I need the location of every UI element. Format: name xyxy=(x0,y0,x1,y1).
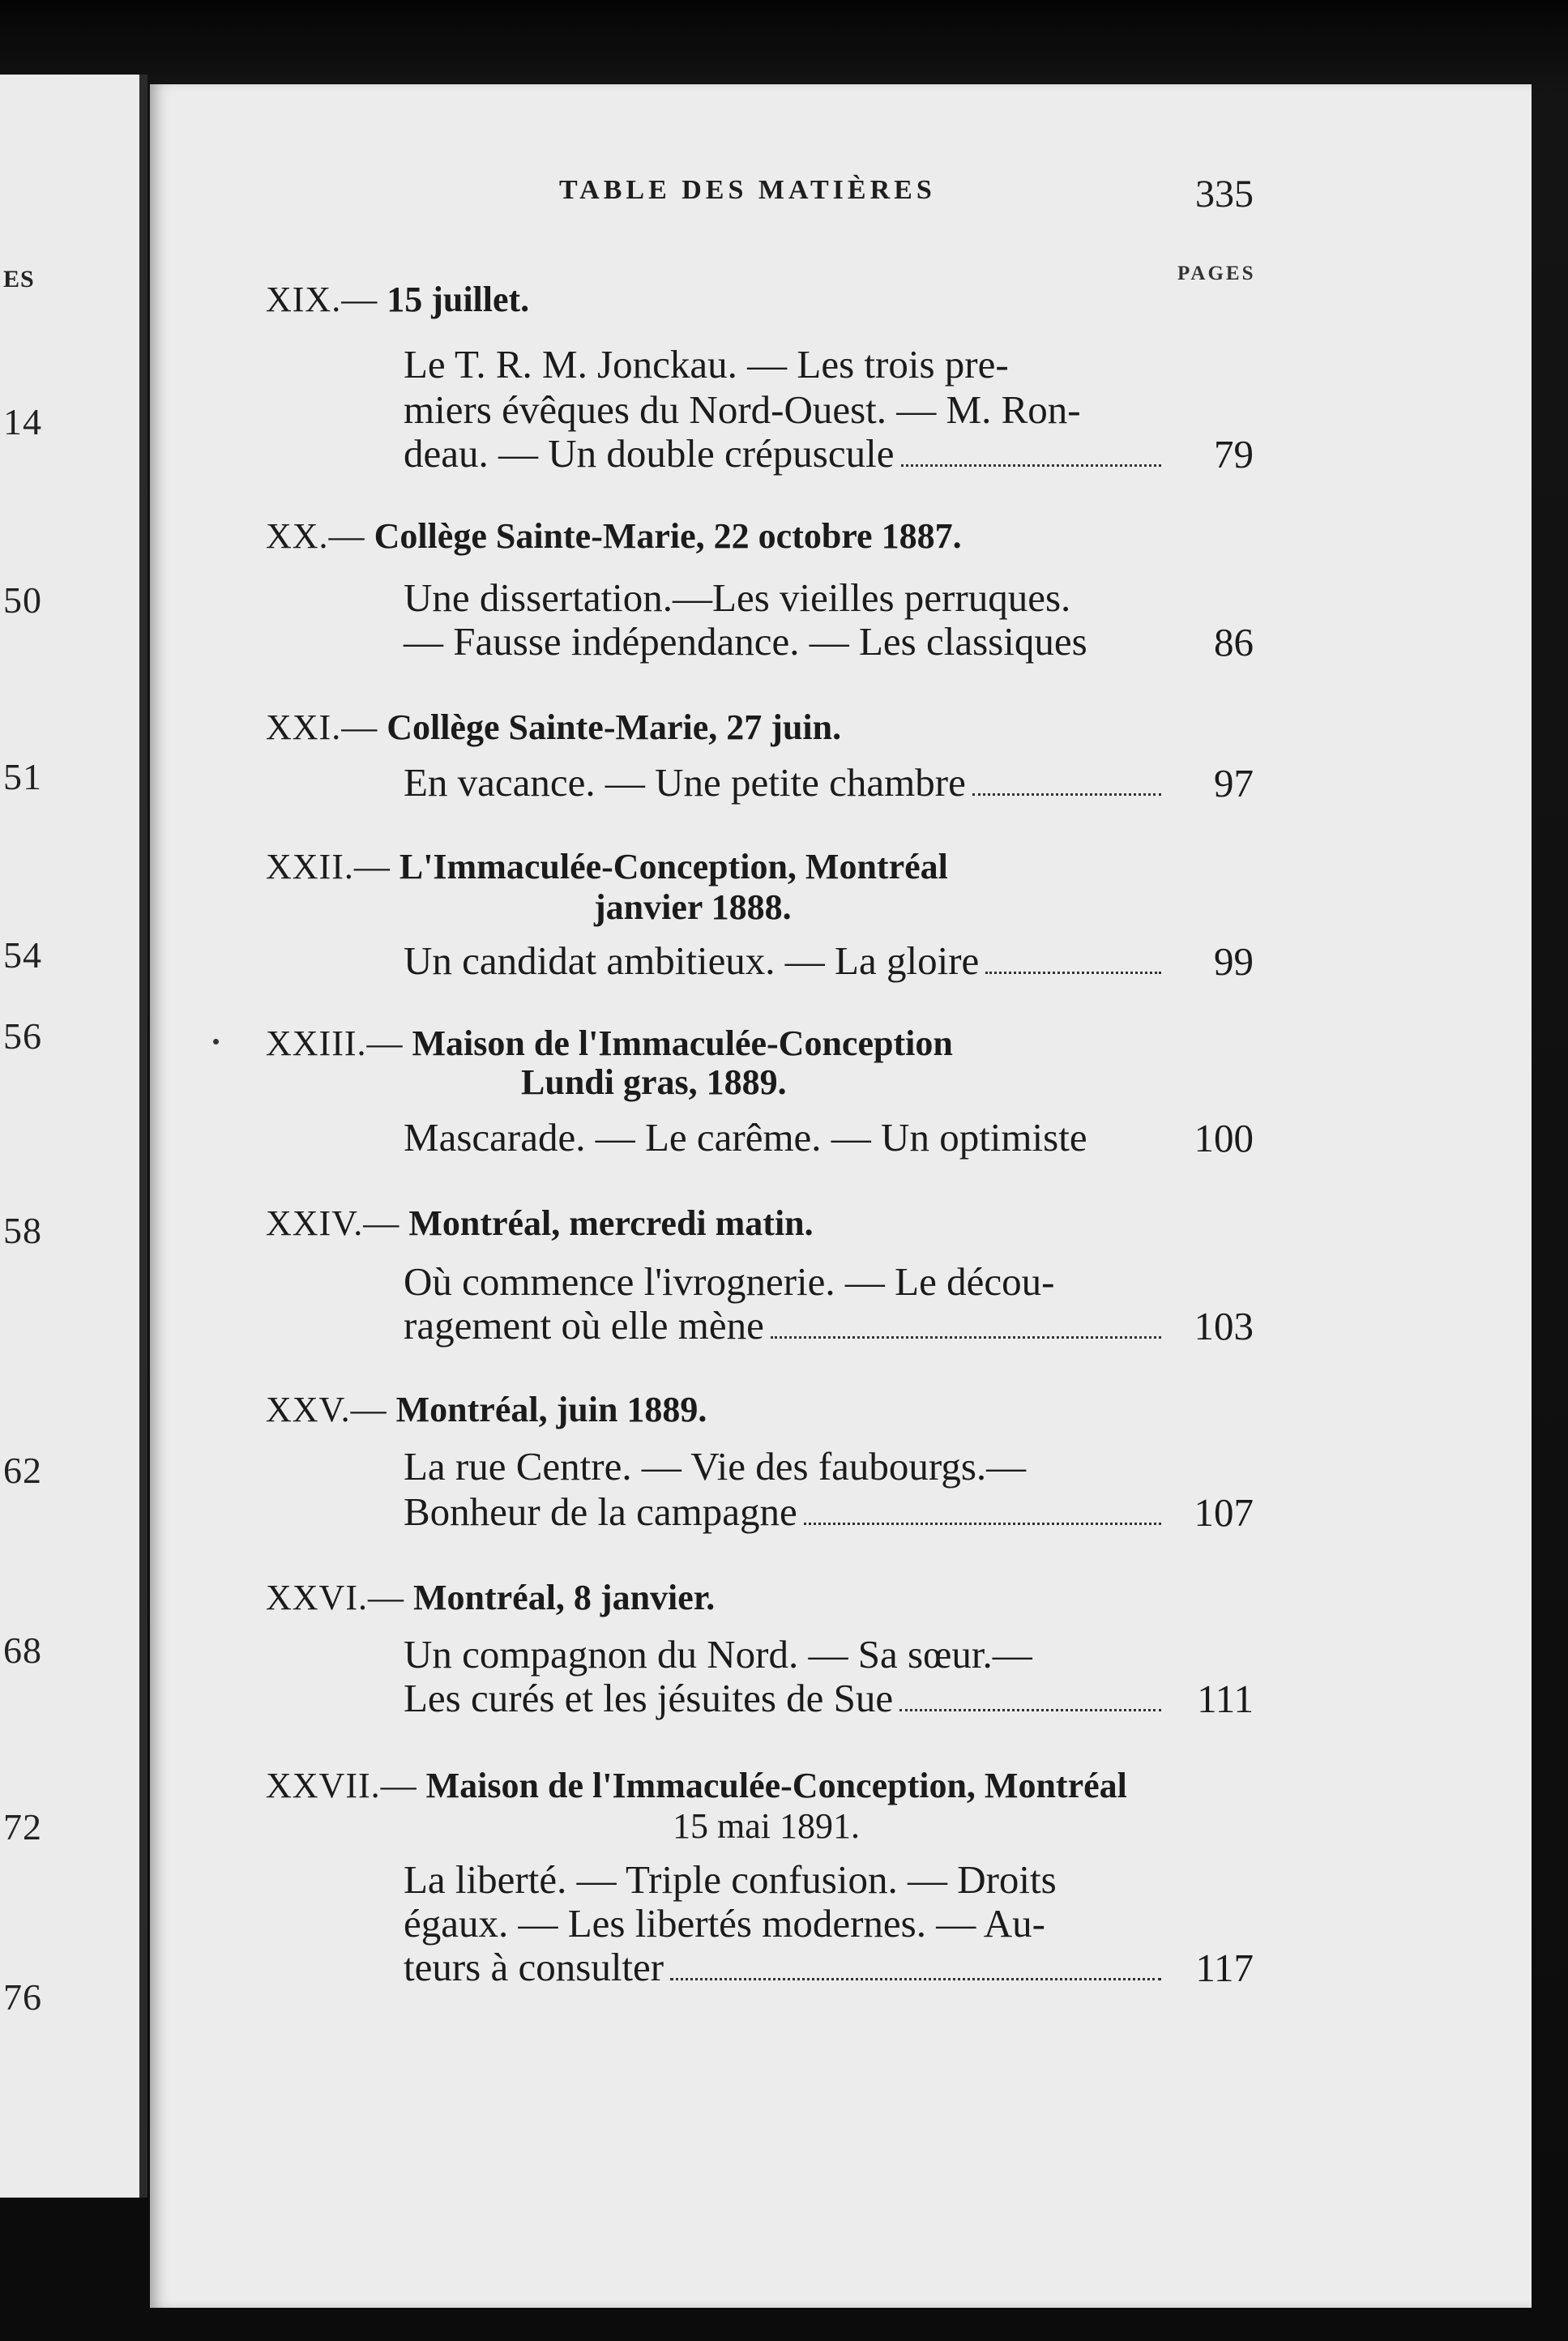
left-page-fragment: 14 xyxy=(3,401,42,442)
entry-heading xyxy=(266,1765,1127,1806)
entry-place-date: Collège Sainte-Marie, 27 juin. xyxy=(387,707,842,747)
entry-number: XXIII.— xyxy=(266,1023,404,1063)
left-page-fragment: 51 xyxy=(3,756,42,797)
entry-summary-line: — Fausse indépendance. — Les classiques xyxy=(404,619,1087,664)
entry-summary-text: Les curés et les jésuites de Sue xyxy=(404,1676,894,1720)
entry-place-date: Maison de l'Immaculée-Conception xyxy=(412,1023,953,1063)
left-page-fragment: 50 xyxy=(3,579,42,621)
entry-summary-line: Où commence l'ivrognerie. — Le décou- xyxy=(404,1259,1055,1304)
left-page-fragment: 68 xyxy=(3,1630,42,1671)
entry-place-date: Maison de l'Immaculée-Conception, Montréal xyxy=(425,1766,1127,1805)
entry-summary-line xyxy=(404,1489,1169,1535)
entry-number: XXVI.— xyxy=(266,1578,404,1617)
book-page xyxy=(150,84,1532,2308)
entry-summary-line xyxy=(404,431,1169,476)
entry-heading xyxy=(266,279,529,320)
entry-summary-text: deau. — Un double crépuscule xyxy=(404,431,895,476)
pages-column-label: PAGES xyxy=(1177,263,1256,284)
left-page-fragment: 56 xyxy=(3,1015,42,1057)
entry-page-ref: 99 xyxy=(1214,939,1254,984)
entry-place-date: Collège Sainte-Marie, 22 octobre 1887. xyxy=(374,516,962,556)
entry-number: XXV.— xyxy=(266,1390,387,1429)
left-page-fragment: 76 xyxy=(3,1976,42,2018)
entry-number: XXII.— xyxy=(266,847,391,886)
running-head: TABLE DES MATIÈRES xyxy=(559,175,936,205)
entry-summary-line xyxy=(404,1676,1169,1721)
entry-page-ref: 107 xyxy=(1194,1490,1254,1535)
entry-subheading: Lundi gras, 1889. xyxy=(521,1062,787,1102)
left-page-fragment: ES xyxy=(3,266,35,293)
entry-summary-text: teurs à consulter xyxy=(404,1945,664,1989)
entry-summary-line: Mascarade. — Le carême. — Un optimiste xyxy=(404,1115,1087,1160)
entry-heading xyxy=(266,1023,953,1064)
entry-summary-text: En vacance. — Une petite chambre xyxy=(404,760,966,805)
ink-speck xyxy=(213,1039,219,1044)
entry-heading xyxy=(266,515,962,557)
entry-heading xyxy=(266,1389,707,1430)
entry-place-date: Montréal, juin 1889. xyxy=(395,1390,707,1429)
entry-summary-line xyxy=(404,938,1169,984)
page-number: 335 xyxy=(1195,173,1254,216)
entry-page-ref: 100 xyxy=(1194,1116,1254,1160)
entry-heading xyxy=(266,1203,814,1244)
entry-number: XXVII.— xyxy=(266,1766,417,1805)
entry-number: XXIV.— xyxy=(266,1203,400,1243)
entry-summary-line: miers évêques du Nord-Ouest. — M. Ron- xyxy=(404,387,1081,432)
entry-page-ref: 79 xyxy=(1214,432,1254,476)
entry-subheading: janvier 1888. xyxy=(594,887,792,927)
entry-heading xyxy=(266,846,948,887)
dot-leader xyxy=(901,464,1162,467)
entry-place-date: Montréal, 8 janvier. xyxy=(412,1578,716,1617)
previous-page-strip xyxy=(0,75,147,2198)
dot-leader xyxy=(899,1709,1161,1711)
entry-heading xyxy=(266,1577,715,1618)
entry-number: XX.— xyxy=(266,516,365,556)
entry-place-date: L'Immaculée-Conception, Montréal xyxy=(399,847,948,886)
entry-number: XXI.— xyxy=(266,707,378,747)
entry-page-ref: 86 xyxy=(1214,620,1254,664)
entry-number: XIX.— xyxy=(266,280,378,319)
left-page-fragment: 54 xyxy=(3,934,42,976)
left-page-fragment: 58 xyxy=(3,1210,42,1251)
entry-place-date: Montréal, mercredi matin. xyxy=(408,1203,814,1243)
entry-summary-line: Le T. R. M. Jonckau. — Les trois pre- xyxy=(404,342,1009,387)
entry-subheading: 15 mai 1891. xyxy=(673,1806,860,1846)
dot-leader xyxy=(771,1336,1161,1339)
entry-heading xyxy=(266,707,841,748)
entry-summary-line: La rue Centre. — Vie des faubourgs.— xyxy=(404,1444,1027,1489)
entry-summary-line: égaux. — Les libertés modernes. — Au- xyxy=(404,1901,1045,1946)
dot-leader xyxy=(670,1978,1161,1980)
entry-place-date: 15 juillet. xyxy=(387,280,530,319)
dot-leader xyxy=(985,972,1161,974)
dot-leader xyxy=(972,793,1161,796)
left-page-fragment: 72 xyxy=(3,1806,42,1848)
entry-summary-line: La liberté. — Triple confusion. — Droits xyxy=(404,1857,1057,1902)
left-page-fragment: 62 xyxy=(3,1450,42,1491)
entry-page-ref: 103 xyxy=(1194,1304,1254,1348)
entry-summary-text: Un candidat ambitieux. — La gloire xyxy=(404,938,980,983)
entry-summary-line xyxy=(404,760,1169,805)
entry-summary-line: Une dissertation.—Les vieilles perruques. xyxy=(404,575,1071,620)
dot-leader xyxy=(804,1523,1161,1525)
entry-page-ref: 117 xyxy=(1195,1946,1254,1990)
entry-summary-line xyxy=(404,1945,1169,1990)
entry-summary-line xyxy=(404,1303,1169,1348)
entry-page-ref: 111 xyxy=(1197,1677,1254,1721)
entry-summary-text: Bonheur de la campagne xyxy=(404,1489,797,1534)
entry-page-ref: 97 xyxy=(1214,761,1254,805)
entry-summary-text: ragement où elle mène xyxy=(404,1303,764,1348)
entry-summary-line: Un compagnon du Nord. — Sa sœur.— xyxy=(404,1632,1032,1677)
